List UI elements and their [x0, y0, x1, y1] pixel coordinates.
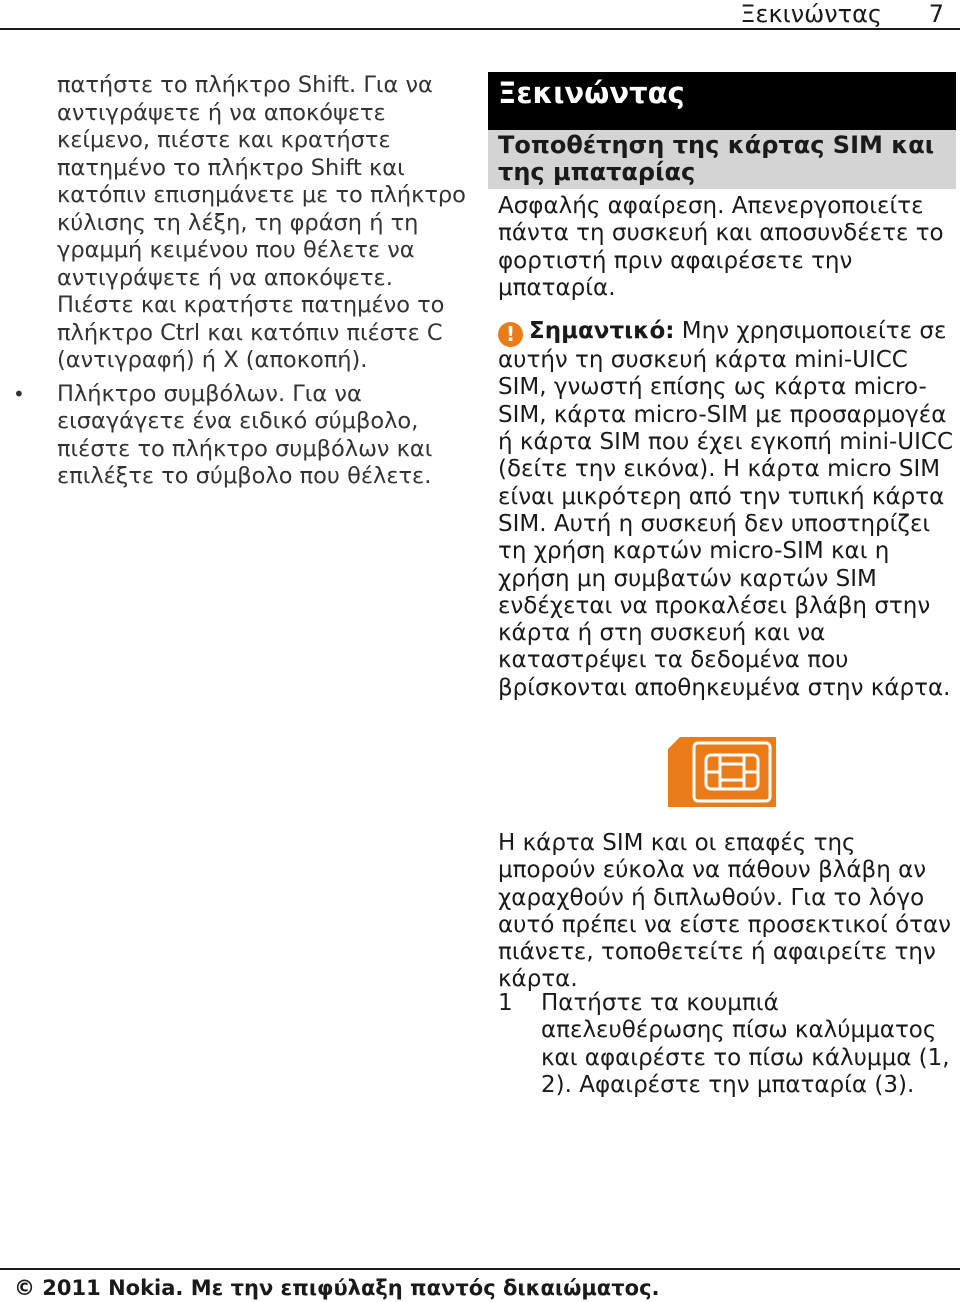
warning-icon: ! [498, 322, 523, 347]
copyright-text: © 2011 Nokia. Με την επιφύλαξη παντός δικαιώματος. [14, 1276, 660, 1300]
section-title: Τοποθέτηση της κάρτας SIM και της μπαταρίας [488, 130, 956, 189]
safe-removal-text: Ασφαλής αφαίρεση. Απενεργοποιείτε πάντα τη συσκευή και αποσυνδέετε το φορτιστή πριν αφαιρέσετε την μπαταρία. [498, 193, 944, 301]
chapter-title: Ξεκινώντας [488, 72, 956, 130]
page-header [0, 0, 960, 30]
sim-card-icon [668, 737, 776, 807]
step-text: Πατήστε τα κουμπιά απελευθέρωσης πίσω καλύμματος και αφαιρέστε το πίσω κάλυμμα (1, 2). Αφαιρέστε την μπαταρία (3). [541, 990, 950, 1098]
page-number: 7 [928, 0, 944, 28]
warning-text: Μην χρησιμοποιείτε σε αυτήν τη συσκευή κάρτα mini-UICC SIM, γνωστή επίσης ως κάρτα micro-SIM, κάρτα micro-SIM με προσαρμογέα ή κάρτα SIM που έχει εγκοπή mini-UICC (δείτε την εικόνα). Η κάρτα micro SIM είναι μικρότερη από την τυπική κάρτα SIM. Αυτή η συσκευή δεν υποστηρίζει τη χρήση καρτών micro-SIM και η χρήση μη συμβατών καρτών SIM ενδέχεται να προκαλέσει βλάβη στην κάρτα ή στη συσκευή και να καταστρέψει τα δεδομένα που βρίσκονται αποθηκευμένα στην κάρτα. [498, 318, 954, 701]
warning-block [488, 318, 956, 702]
sim-care-section [488, 830, 956, 994]
bullet-item [13, 380, 469, 491]
left-column [13, 72, 469, 491]
left-paragraph: πατήστε το πλήκτρο Shift. Για να αντιγράψετε ή να αποκόψετε κείμενο, πιέστε και κρατήστε πατημένο το πλήκτρο Shift και κατόπιν επισημάνετε με το πλήκτρο κύλισης τη λέξη, τη φράση ή τη γραμμή κειμένου που θέλετε να αντιγράψετε ή να αποκόψετε. Πιέστε και κρατήστε πατημένο το πλήκτρο Ctrl και κατόπιν πιέστε C (αντιγραφή) ή X (αποκοπή). [57, 72, 466, 373]
step-number: 1 [498, 990, 513, 1016]
header-title: Ξεκινώντας [740, 0, 882, 28]
right-column [488, 72, 956, 702]
page-footer [0, 1268, 960, 1302]
bullet-text: Πλήκτρο συμβόλων. Για να εισαγάγετε ένα ειδικό σύμβολο, πιέστε το πλήκτρο συμβόλων και επιλέξτε το σύμβολο που θέλετε. [57, 380, 433, 489]
bullet-marker: • [13, 381, 25, 406]
sim-care-text: Η κάρτα SIM και οι επαφές της μπορούν εύκολα να πάθουν βλάβη αν χαραχθούν ή διπλωθούν. Για το λόγο αυτό πρέπει να είστε προσεκτικοί όταν πιάνετε, τοποθετείτε ή αφαιρείτε την κάρτα. [498, 830, 952, 993]
warning-label: Σημαντικό: [529, 318, 675, 345]
